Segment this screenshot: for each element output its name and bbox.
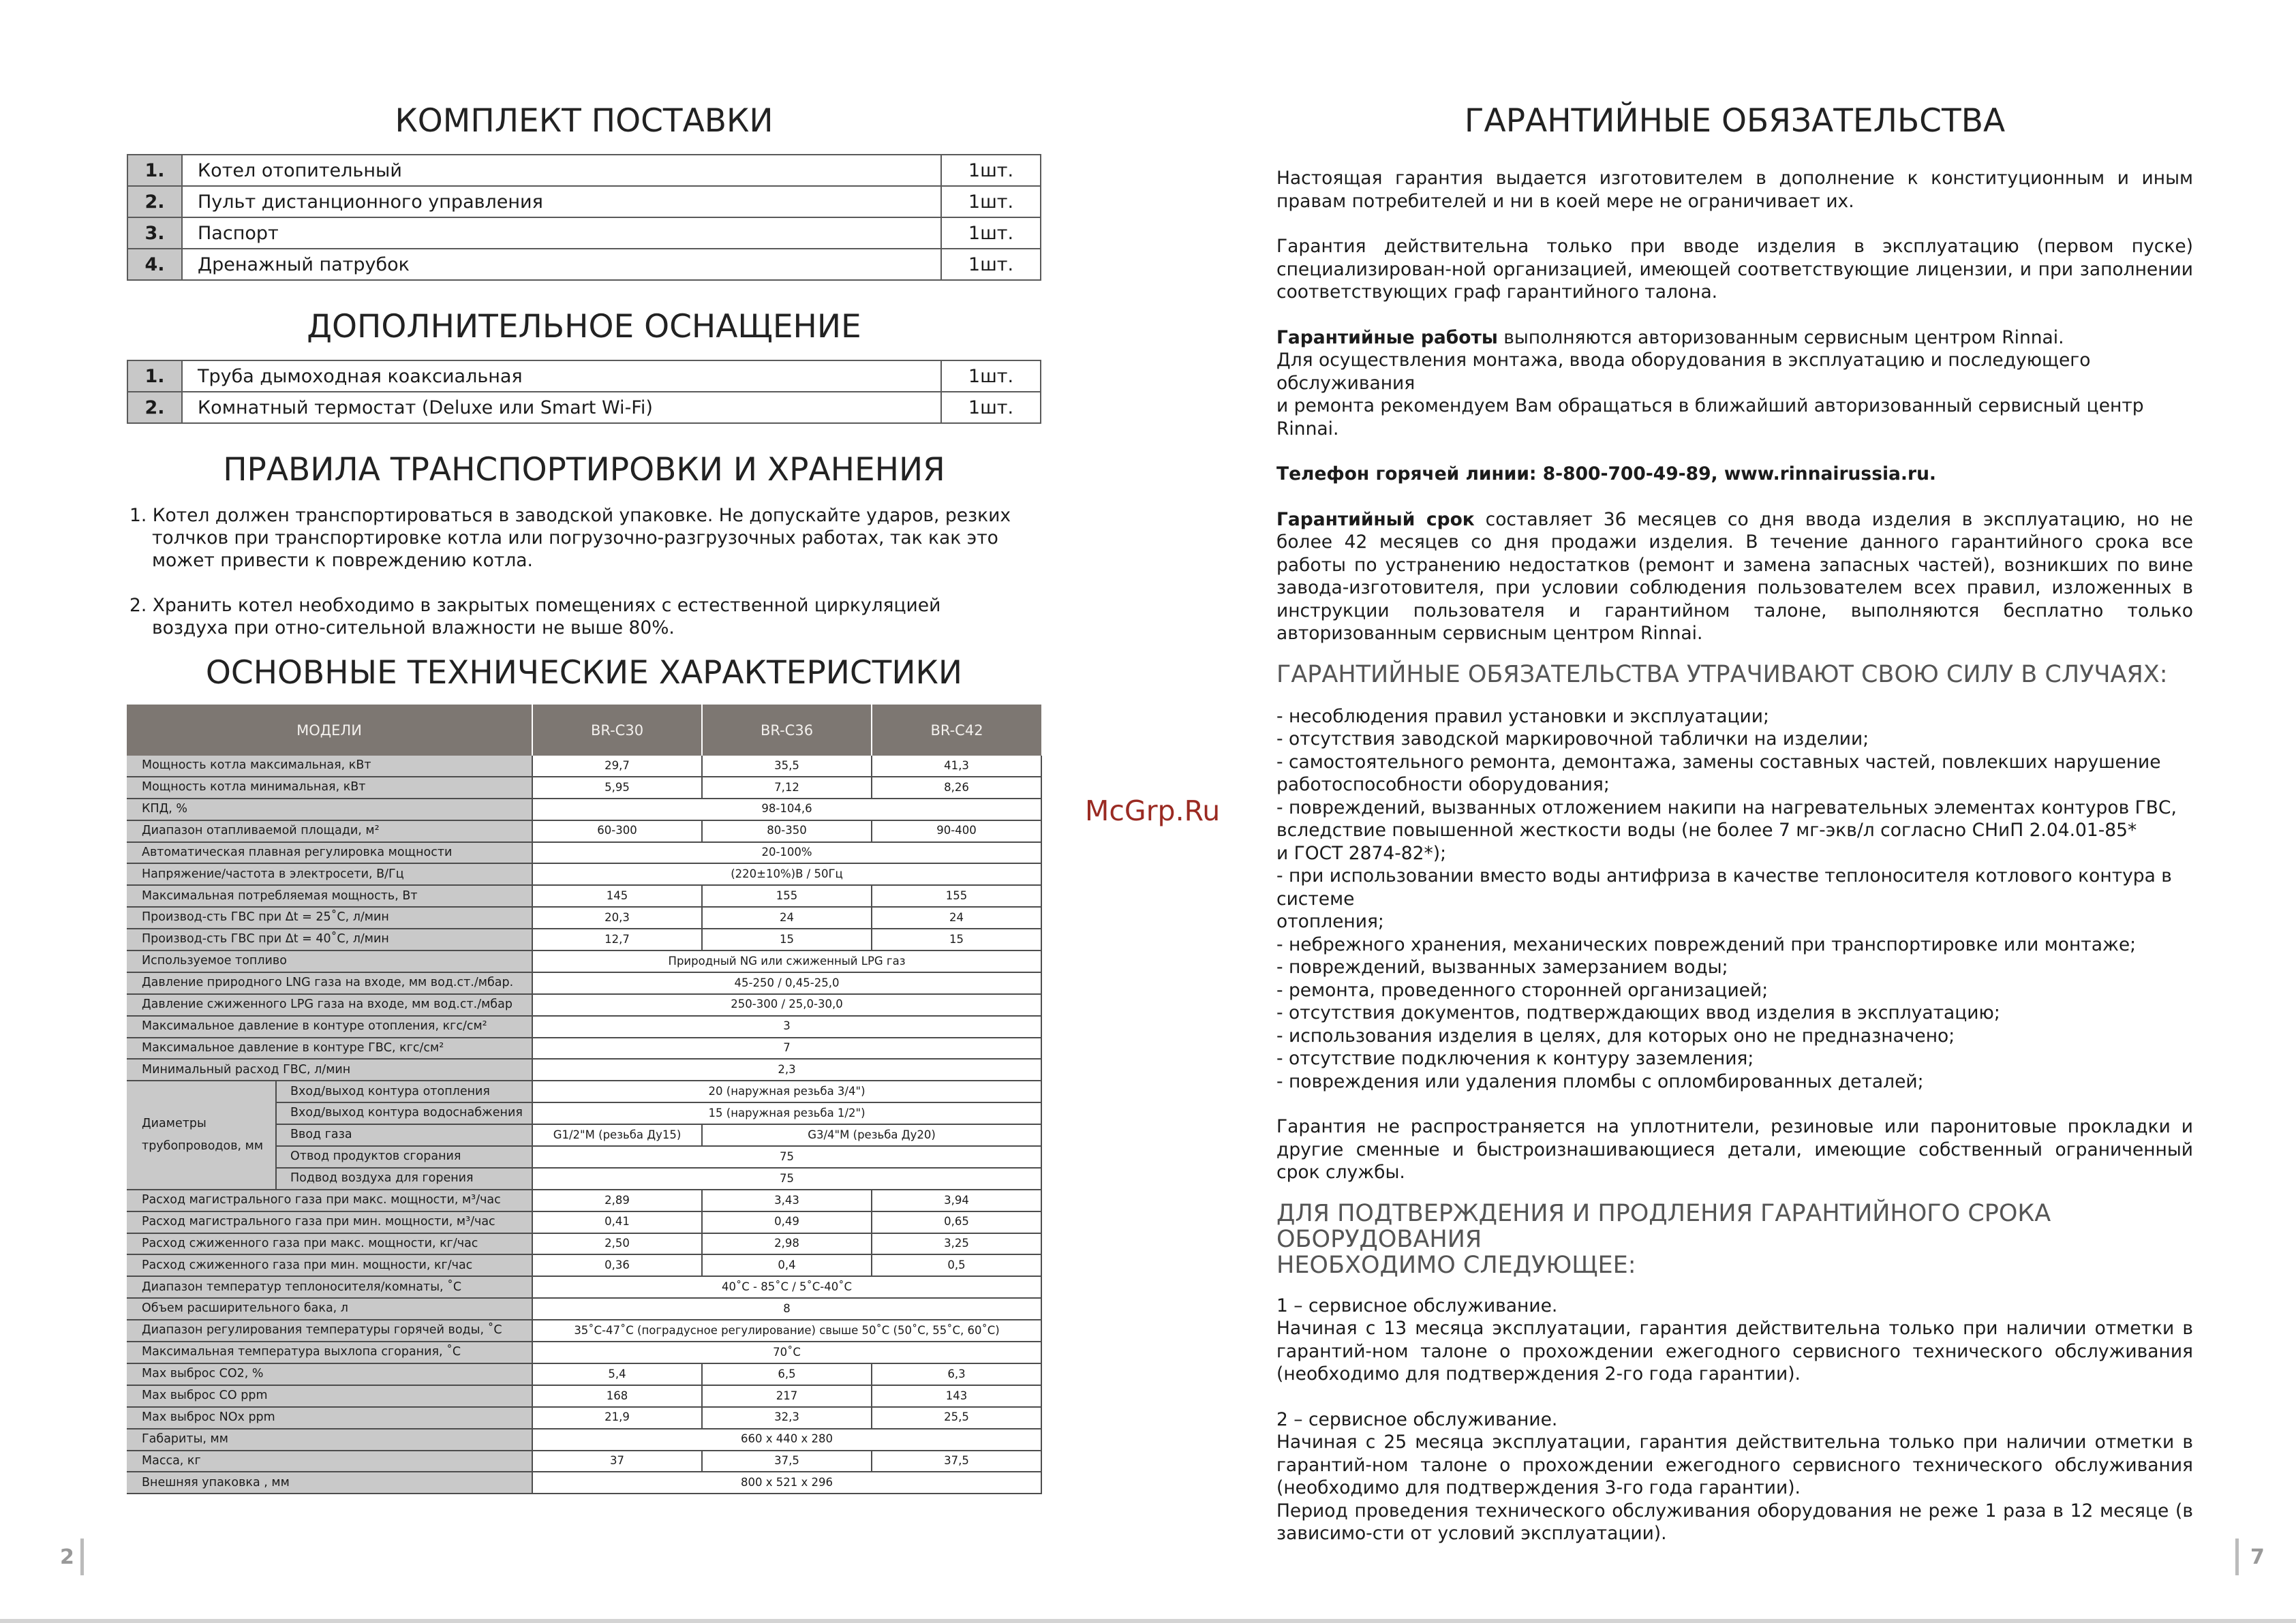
service-period: Период проведения технического обслуживания оборудования не реже 1 раза в 12 месяце (в зависимо-сти от условий эксплуатации).: [1276, 1500, 2193, 1544]
kit-table: [127, 154, 1041, 281]
table-row: 2. Комнатный термостат (Deluxe или Smart Wi-Fi) 1шт.: [127, 392, 1041, 423]
list-item: - несоблюдения правил установки и эксплуатации;: [1276, 705, 1769, 727]
warranty-p3: Гарантийные работы выполняются авторизованным сервисным центром Rinnai.: [1276, 326, 2064, 348]
list-item: вследствие повышенной жесткости воды (не более 7 мг-экв/л согласно СНиП 2.04.01-85*: [1276, 820, 2137, 841]
table-row: Внешняя упаковка , мм 800 х 521 х 296: [127, 1472, 1041, 1494]
list-item: - повреждений, вызванных замерзанием воды;: [1276, 957, 1728, 978]
pipes-group-label: Диаметры трубопроводов, мм: [127, 1081, 276, 1189]
void-title: ГАРАНТИЙНЫЕ ОБЯЗАТЕЛЬСТВА УТРАЧИВАЮТ СВОЮ СИЛУ В СЛУЧАЯХ:: [1276, 660, 2168, 688]
transport-rules: [129, 504, 1022, 662]
table-row: 1. Труба дымоходная коаксиальная 1шт.: [127, 360, 1041, 392]
warranty-title: ГАРАНТИЙНЫЕ ОБЯЗАТЕЛЬСТВА: [1464, 102, 2006, 140]
list-item: - ремонта, проведенного сторонней организацией;: [1276, 979, 1769, 1001]
table-row: Расход сжиженного газа при макс. мощности, кг/час 2,50 2,98 3,25: [127, 1233, 1041, 1255]
table-row: 4. Дренажный патрубок 1шт.: [127, 249, 1041, 280]
warranty-p1: Настоящая гарантия выдается изготовителем в дополнение к конституционным и иным правам потребителей и ни в коей мере не ограничивает их.: [1276, 168, 2193, 212]
list-item: - повреждения или удаления пломбы с опломбированных деталей;: [1276, 1070, 1924, 1092]
void-list: [1276, 705, 2193, 1094]
warranty-period: Гарантийный срок составляет 36 месяцев со дня ввода изделия в эксплуатацию, но не более 42 месяцев со дня продажи изделия. В течение данного гарантийного срока все работы по устранению недостатков (ремонт и замена запасных частей), возникших по вине завода-изготовителя, при условии соблюдения пользователем всех правил, изложенных в инструкции пользователя и гарантийном талоне, выполняются бесплатно только авторизованным сервисным центром Rinnai.: [1276, 508, 2193, 644]
table-row: Вход/выход контура водоснабжения 15 (наружная резьба 1/2"): [127, 1102, 1041, 1124]
service-1-text: Начиная с 13 месяца эксплуатации, гарантия действительна только при наличии отметки в гарантий-ном талоне о прохождении ежегодного сервисного технического обслуживания (необходимо для подтверждения 2-го года гарантии).: [1276, 1318, 2193, 1385]
page-marker-left: [80, 1539, 84, 1575]
table-row: Производ-сть ГВС при Δt = 40˚С, л/мин 12,7 15 15: [127, 929, 1041, 950]
list-item: - отсутствия документов, подтверждающих ввод изделия в эксплуатацию;: [1276, 1002, 2000, 1023]
table-row: Диапазон отапливаемой площади, м² 60-300 80-350 90-400: [127, 820, 1041, 842]
table-row: Диапазон регулирования температуры горячей воды, ˚С 35˚С-47˚С (поградусное регулирование) свыше 50˚С (50˚С, 55˚С, 60˚С): [127, 1320, 1041, 1342]
table-row: Габариты, мм 660 х 440 х 280: [127, 1429, 1041, 1451]
table-row: Max выброс CO2, % 5,4 6,5 6,3: [127, 1363, 1041, 1385]
model-br-c42: BR-C42: [872, 705, 1041, 756]
warranty-p2: Гарантия действительна только при вводе изделия в эксплуатацию (первом пуске) специализирован-ной организацией, имеющей соответствующие лицензии, и при заполнении соответствующих граф гарантийного талона.: [1276, 236, 2193, 303]
service-2-text: Начиная с 25 месяца эксплуатации, гарантия действительна только при наличии отметки в гарантий-ном талоне о прохождении ежегодного сервисного технического обслуживания (необходимо для подтверждения 3-го года гарантии).: [1276, 1432, 2193, 1498]
table-row: Диапазон температур теплоносителя/комнаты, ˚С 40˚С - 85˚С / 5˚С-40˚С: [127, 1276, 1041, 1298]
table-row: Подвод воздуха для горения 75: [127, 1168, 1041, 1190]
list-item: - отсутствия заводской маркировочной таблички на изделии;: [1276, 728, 1869, 749]
watermark: McGrp.Ru: [1085, 794, 1221, 827]
service-2-head: 2 – сервисное обслуживание.: [1276, 1408, 1558, 1430]
list-item: 1. Котел должен транспортироваться в заводской упаковке. Не допускайте ударов, резких толчков при транспортировке котла или погрузочно-разгрузочных работах, так как это может привести к повреждению котла.: [129, 505, 1011, 571]
list-item: работоспособности оборудования;: [1276, 774, 1610, 795]
kit-title: КОМПЛЕКТ ПОСТАВКИ: [395, 102, 774, 140]
model-br-c30: BR-C30: [532, 705, 702, 756]
table-row: Напряжение/частота в электросети, В/Гц (220±10%)В / 50Гц: [127, 863, 1041, 885]
table-row: Автоматическая плавная регулировка мощности 20-100%: [127, 842, 1041, 864]
list-item: - использования изделия в целях, для которых оно не предназначено;: [1276, 1025, 1955, 1047]
table-row: Масса, кг 37 37,5 37,5: [127, 1451, 1041, 1472]
table-row: Максимальное давление в контуре ГВС, кгс/см² 7: [127, 1038, 1041, 1060]
table-row: Расход магистрального газа при макс. мощности, м³/час 2,89 3,43 3,94: [127, 1190, 1041, 1211]
table-row: Используемое топливо Природный NG или сжиженный LPG газ: [127, 950, 1041, 972]
transport-title: ПРАВИЛА ТРАНСПОРТИРОВКИ И ХРАНЕНИЯ: [223, 451, 945, 489]
warranty-exclusions: Гарантия не распространяется на уплотнители, резиновые или паронитовые прокладки и другие сменные и быстроизнашивающиеся детали, имеющие собственный ограниченный срок службы.: [1276, 1116, 2193, 1183]
extra-table: [127, 360, 1041, 424]
bottom-edge: [0, 1619, 2296, 1623]
table-row: 2. Пульт дистанционного управления 1шт.: [127, 186, 1041, 217]
list-item: - повреждений, вызванных отложением накипи на нагревательных элементах контуров ГВС,: [1276, 797, 2177, 818]
spec-header-row: [127, 705, 1041, 756]
models-header: МОДЕЛИ: [127, 705, 532, 756]
table-row: 1. Котел отопительный 1шт.: [127, 155, 1041, 186]
list-item: - отсутствие подключения к контуру заземления;: [1276, 1048, 1754, 1069]
table-row: Расход сжиженного газа при мин. мощности, кг/час 0,36 0,4 0,5: [127, 1254, 1041, 1276]
table-row: Максимальная температура выхлопа сгорания, ˚С 70˚С: [127, 1342, 1041, 1363]
list-item: 2. Хранить котел необходимо в закрытых помещениях с естественной циркуляцией воздуха при отно-сительной влажности не выше 80%.: [129, 595, 941, 638]
table-row: Отвод продуктов сгорания 75: [127, 1146, 1041, 1168]
list-item: - самостоятельного ремонта, демонтажа, замены составных частей, повлекших нарушение: [1276, 751, 2161, 773]
page-number-right: 7: [2250, 1545, 2265, 1569]
table-row: Объем расширительного бака, л 8: [127, 1298, 1041, 1320]
extra-title: ДОПОЛНИТЕЛЬНОЕ ОСНАЩЕНИЕ: [307, 308, 861, 345]
table-row: Мощность котла минимальная, кВт 5,95 7,12 8,26: [127, 777, 1041, 799]
table-row: Диаметры трубопроводов, мм Вход/выход контура отопления 20 (наружная резьба 3/4"): [127, 1081, 1041, 1102]
table-row: Минимальный расход ГВС, л/мин 2,3: [127, 1059, 1041, 1081]
spec-title: ОСНОВНЫЕ ТЕХНИЧЕСКИЕ ХАРАКТЕРИСТИКИ: [205, 654, 963, 692]
table-row: Давление сжиженного LPG газа на входе, мм вод.ст./мбар 250-300 / 25,0-30,0: [127, 994, 1041, 1016]
table-row: КПД, % 98-104,6: [127, 799, 1041, 820]
warranty-body: Настоящая гарантия выдается изготовителем в дополнение к конституционным и иным правам потребителей и ни в коей мере не ограничивает их. Гарантия действительна только при вводе изделия в эксплуатацию (первом пуске) специализирован-ной организацией, имеющей соответствующие лицензии, и при заполнении соответствующих граф гарантийного талона. Гарантийные работы выполняются авторизованным сервисным центром Rinnai. Для осуществления монтажа, ввода оборудования в эксплуатацию и последующего обслуживания и ремонта рекомендуем Вам обращаться в ближайший авторизованный сервисный центр Rinnai. Телефон горячей линии: 8-800-700-49-89, www.rinnairussia.ru. Гарантийный срок составляет 36 месяцев со дня ввода изделия в эксплуатацию, но не более 42 месяцев со дня продажи изделия. В течение данного гарантийного срока все работы по устранению недостатков (ремонт и замена запасных частей), возникших по вине завода-изготовителя, при условии соблюдения пользователем всех правил, изложенных в инструкции пользователя и гарантийном талоне, выполняются бесплатно только авторизованным сервисным центром Rinnai. ГАРАНТИЙНЫЕ ОБЯЗАТЕЛЬСТВА УТРАЧИВАЮТ СВОЮ СИЛУ В СЛУЧАЯХ: - несоблюдения правил установки и эксплуатации; - отсутствия заводской маркировочной таблички на изделии; - самостоятельного ремонта, демонтажа, замены составных частей, повлекших нарушение работоспособности оборудования; - повреждений, вызванных отложением накипи на нагревательных элементах контуров ГВС, вследствие повышенной жесткости воды (не более 7 мг-экв/л согласно СНиП 2.04.01-85* и ГОСТ 2874-82*); - при использовании вместо воды антифриза в качестве теплоносителя котлового контура в системе отопления; - небрежного хранения, механических повреждений при транспортировке или монтаже; - повреждений, вызванных замерзанием воды; - ремонта, проведенного сторонней организацией; - отсутствия документов, подтверждающих ввод изделия в эксплуатацию; - использования изделия в целях, для которых оно не предназначено; - отсутствие подключения к контуру заземления; - повреждения или удаления пломбы с опломбированных деталей; Гарантия не распространяется на уплотнители, резиновые или паронитовые прокладки и другие сменные и быстроизнашивающиеся детали, имеющие собственный ограниченный срок службы. ДЛЯ ПОДТВЕРЖДЕНИЯ И ПРОДЛЕНИЯ ГАРАНТИЙНОГО СРОКА ОБОРУДОВАНИЯ НЕОБХОДИМО СЛЕДУЮЩЕЕ: 1 – сервисное обслуживание. Начиная с 13 месяца эксплуатации, гарантия действительна только при наличии отметки в гарантий-ном талоне о прохождении ежегодного сервисного технического обслуживания (необходимо для подтверждения 2-го года гарантии). 2 – сервисное обслуживание. Начиная с 25 месяца эксплуатации, гарантия действительна только при наличии отметки в гарантий-ном талоне о прохождении ежегодного сервисного технического обслуживания (необходимо для подтверждения 3-го года гарантии). Период проведения технического обслуживания оборудования не реже 1 раза в 12 месяце (в зависимо-сти от условий эксплуатации).: [1276, 168, 2193, 1544]
list-item: - при использовании вместо воды антифриза в качестве теплоносителя котлового контура в системе: [1276, 865, 2172, 910]
table-row: Ввод газа G1/2"М (резьба Ду15) G3/4"М (резьба Ду20): [127, 1124, 1041, 1146]
spec-table: [127, 705, 1042, 1494]
confirm-title-2: НЕОБХОДИМО СЛЕДУЮЩЕЕ:: [1276, 1251, 1636, 1279]
table-row: Мощность котла максимальная, кВт 29,7 35,5 41,3: [127, 756, 1041, 777]
hotline: Телефон горячей линии: 8-800-700-49-89, www.rinnairussia.ru.: [1276, 463, 1937, 484]
list-item: отопления;: [1276, 911, 1384, 932]
page-marker-right: [2235, 1539, 2239, 1575]
table-row: Max выброс CO ppm 168 217 143: [127, 1385, 1041, 1407]
list-item: и ГОСТ 2874-82*);: [1276, 842, 1447, 864]
table-row: Давление природного LNG газа на входе, мм вод.ст./мбар. 45-250 / 0,45-25,0: [127, 972, 1041, 994]
page-number-left: 2: [60, 1545, 74, 1569]
model-br-c36: BR-C36: [702, 705, 872, 756]
table-row: Производ-сть ГВС при Δt = 25˚С, л/мин 20,3 24 24: [127, 907, 1041, 929]
confirm-title-1: ДЛЯ ПОДТВЕРЖДЕНИЯ И ПРОДЛЕНИЯ ГАРАНТИЙНОГО СРОКА ОБОРУДОВАНИЯ: [1276, 1199, 2051, 1253]
table-row: Расход магистрального газа при мин. мощности, м³/час 0,41 0,49 0,65: [127, 1211, 1041, 1233]
table-row: Максимальная потребляемая мощность, Вт 145 155 155: [127, 885, 1041, 907]
service-1-head: 1 – сервисное обслуживание.: [1276, 1295, 1558, 1316]
table-row: Максимальное давление в контуре отопления, кгс/см² 3: [127, 1016, 1041, 1038]
list-item: - небрежного хранения, механических повреждений при транспортировке или монтаже;: [1276, 933, 2137, 955]
table-row: Max выброс NOx ppm 21,9 32,3 25,5: [127, 1407, 1041, 1429]
table-row: 3. Паспорт 1шт.: [127, 217, 1041, 249]
